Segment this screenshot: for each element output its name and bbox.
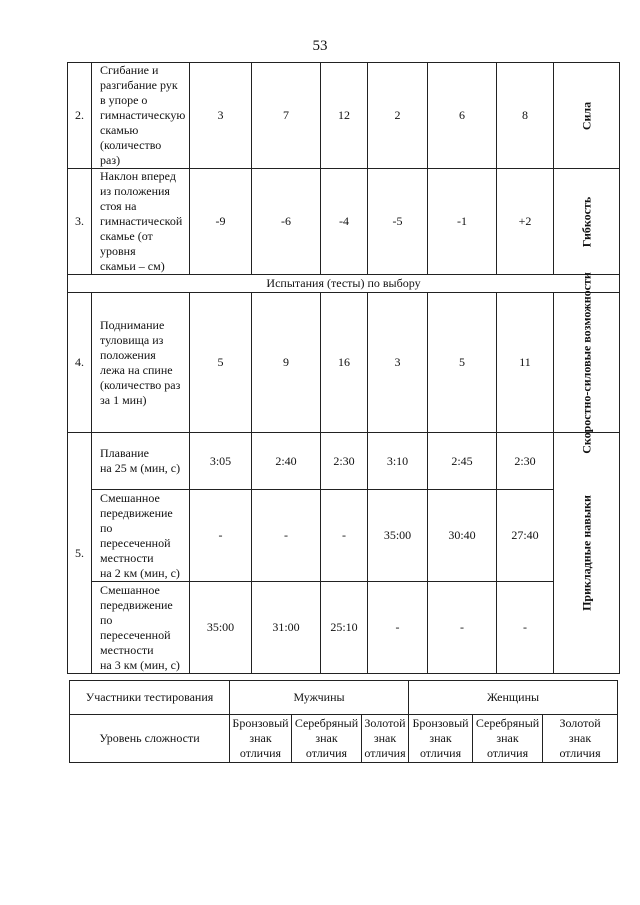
value-cell: - bbox=[252, 490, 321, 582]
value-cell: 31:00 bbox=[252, 582, 321, 674]
test-name: Смешанное передвижение по пересеченной местности на 2 км (мин, с) bbox=[92, 490, 190, 582]
value-cell: -5 bbox=[368, 169, 428, 275]
value-cell: 2 bbox=[368, 63, 428, 169]
value-cell: 8 bbox=[497, 63, 554, 169]
value-cell: - bbox=[428, 582, 497, 674]
standards-table bbox=[67, 62, 620, 674]
value-cell: -1 bbox=[428, 169, 497, 275]
value-cell: - bbox=[321, 490, 368, 582]
legend-table bbox=[69, 680, 618, 763]
value-cell: 3:10 bbox=[368, 433, 428, 490]
badge-label: Серебряный знак отличия bbox=[292, 715, 362, 763]
category-label: Гибкость bbox=[579, 196, 593, 247]
value-cell: 5 bbox=[428, 293, 497, 433]
value-cell: 9 bbox=[252, 293, 321, 433]
value-cell: -4 bbox=[321, 169, 368, 275]
table-row bbox=[68, 293, 620, 433]
value-cell: 3 bbox=[368, 293, 428, 433]
category-label: Сила bbox=[579, 101, 593, 130]
value-cell: 12 bbox=[321, 63, 368, 169]
value-cell: 2:30 bbox=[497, 433, 554, 490]
participants-label: Участники тестирования bbox=[70, 681, 230, 715]
value-cell: 25:10 bbox=[321, 582, 368, 674]
value-cell: 3:05 bbox=[190, 433, 252, 490]
value-cell: +2 bbox=[497, 169, 554, 275]
value-cell: 2:40 bbox=[252, 433, 321, 490]
value-cell: 30:40 bbox=[428, 490, 497, 582]
level-label: Уровень сложности bbox=[70, 715, 230, 763]
value-cell: 2:45 bbox=[428, 433, 497, 490]
legend-level-row bbox=[70, 715, 618, 763]
women-label: Женщины bbox=[409, 681, 618, 715]
page-number: 53 bbox=[312, 38, 328, 54]
value-cell: 7 bbox=[252, 63, 321, 169]
table-row bbox=[68, 433, 620, 490]
value-cell: -6 bbox=[252, 169, 321, 275]
legend-header-row bbox=[70, 681, 618, 715]
value-cell: 2:30 bbox=[321, 433, 368, 490]
value-cell: - bbox=[497, 582, 554, 674]
section-header-row bbox=[68, 275, 620, 293]
category-label: Прикладные навыки bbox=[579, 495, 593, 611]
category-cell bbox=[554, 271, 620, 454]
value-cell: 6 bbox=[428, 63, 497, 169]
test-name: Плавание на 25 м (мин, с) bbox=[92, 433, 190, 490]
table-row bbox=[68, 582, 620, 674]
section-header: Испытания (тесты) по выбору bbox=[68, 275, 620, 293]
category-cell bbox=[554, 169, 620, 275]
value-cell: 35:00 bbox=[368, 490, 428, 582]
badge-label: Золотой знак отличия bbox=[362, 715, 409, 763]
badge-label: Бронзовый знак отличия bbox=[409, 715, 473, 763]
test-name: Сгибание и разгибание рук в упоре о гимнастическую скамью (количество раз) bbox=[92, 63, 190, 169]
men-label: Мужчины bbox=[230, 681, 409, 715]
category-cell bbox=[554, 433, 620, 674]
value-cell: - bbox=[368, 582, 428, 674]
row-number: 4. bbox=[68, 293, 92, 433]
category-cell bbox=[554, 63, 620, 169]
row-number: 3. bbox=[68, 169, 92, 275]
value-cell: 35:00 bbox=[190, 582, 252, 674]
test-name: Смешанное передвижение по пересеченной местности на 3 км (мин, с) bbox=[92, 582, 190, 674]
row-number: 5. bbox=[68, 433, 92, 674]
value-cell: 3 bbox=[190, 63, 252, 169]
table-row bbox=[68, 169, 620, 275]
value-cell: - bbox=[190, 490, 252, 582]
table-row bbox=[68, 63, 620, 169]
value-cell: 11 bbox=[497, 293, 554, 433]
value-cell: 27:40 bbox=[497, 490, 554, 582]
test-name: Наклон вперед из положения стоя на гимнастической скамье (от уровня скамьи – см) bbox=[92, 169, 190, 275]
test-name: Поднимание туловища из положения лежа на спине (количество раз за 1 мин) bbox=[92, 293, 190, 433]
badge-label: Серебряный знак отличия bbox=[473, 715, 543, 763]
row-number: 2. bbox=[68, 63, 92, 169]
category-label: Скоростно-силовые возможности bbox=[579, 271, 593, 454]
value-cell: 5 bbox=[190, 293, 252, 433]
value-cell: -9 bbox=[190, 169, 252, 275]
badge-label: Золотой знак отличия bbox=[543, 715, 618, 763]
table-row bbox=[68, 490, 620, 582]
value-cell: 16 bbox=[321, 293, 368, 433]
badge-label: Бронзовый знак отличия bbox=[230, 715, 292, 763]
